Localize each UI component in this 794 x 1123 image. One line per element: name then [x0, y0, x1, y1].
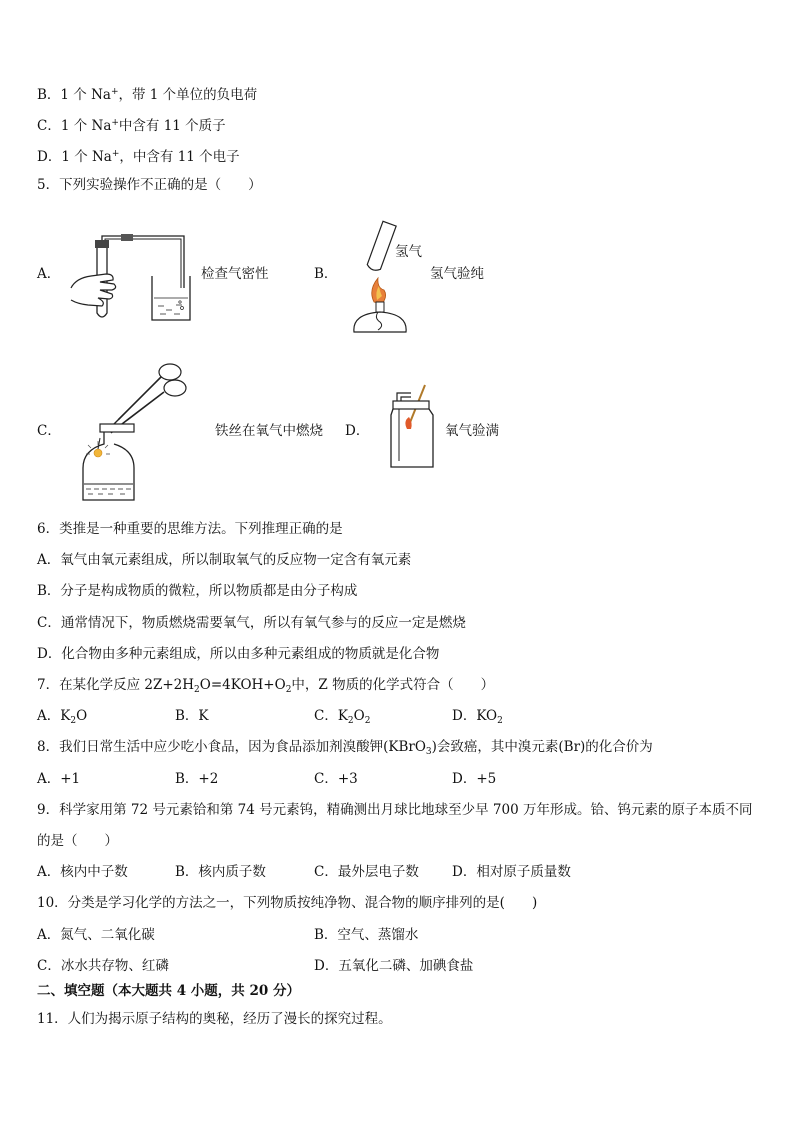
- q5-option-b-caption: 氢气验纯: [430, 266, 484, 282]
- q10-option-c: C．冰水共存物、红磷: [37, 958, 169, 974]
- q5-option-a-label: A．: [37, 266, 61, 282]
- q4-option-c: C．1 个 Na+中含有 11 个质子: [37, 118, 226, 134]
- q5-option-c-caption: 铁丝在氧气中燃烧: [215, 423, 323, 439]
- q9-option-c: C．最外层电子数: [314, 864, 419, 880]
- q9-option-d: D．相对原子质量数: [452, 864, 571, 880]
- q8-option-c: C．+3: [314, 771, 358, 787]
- q8-option-b: B．+2: [175, 771, 219, 787]
- q7-option-c: C．$K_2O_2$: [314, 708, 371, 726]
- q10-option-b: B．空气、蒸馏水: [314, 927, 419, 943]
- q9-option-b: B．核内质子数: [175, 864, 266, 880]
- q6-option-c: C．通常情况下，物质燃烧需要氧气，所以有氧气参与的反应一定是燃烧: [37, 615, 466, 631]
- oxygen-full-test-figure: [383, 381, 443, 471]
- q11-stem: 11．人们为揭示原子结构的奥秘，经历了漫长的探究过程。: [37, 1011, 392, 1027]
- q10-option-d: D．五氧化二磷、加碘食盐: [314, 958, 474, 974]
- q10-stem: 10．分类是学习化学的方法之一，下列物质按纯净物、混合物的顺序排列的是( ): [37, 895, 538, 911]
- q6-option-b: B．分子是构成物质的微粒，所以物质都是由分子构成: [37, 583, 358, 599]
- q4-option-d: D．1 个 Na+，中含有 11 个电子: [37, 149, 240, 165]
- q8-stem: 8．我们日常生活中应少吃小食品，因为食品添加剂溴酸钾(KBrO$_3$)会致癌，其中溴元素(Br)的化合价为: [37, 739, 653, 757]
- q8-option-a: A．+1: [37, 771, 81, 787]
- hydrogen-purity-test-figure: [340, 220, 420, 335]
- q5-stem: 5．下列实验操作不正确的是（ ）: [37, 177, 262, 193]
- q7-option-a: A．$K_2O$: [37, 708, 88, 726]
- q8-option-d: D．+5: [452, 771, 497, 787]
- q5-option-c-label: C．: [37, 423, 61, 439]
- q7-option-b: B．K: [175, 708, 209, 724]
- iron-wire-combustion-figure: [78, 358, 193, 503]
- q5-option-d-caption: 氧气验满: [445, 423, 499, 439]
- q5-option-d-label: D．: [345, 423, 370, 439]
- q4-option-b: B．1 个 Na+，带 1 个单位的负电荷: [37, 87, 258, 103]
- q10-option-a: A．氮气、二氧化碳: [37, 927, 155, 943]
- q6-option-d: D．化合物由多种元素组成，所以由多种元素组成的物质就是化合物: [37, 646, 440, 662]
- q6-stem: 6．类推是一种重要的思维方法。下列推理正确的是: [37, 521, 343, 537]
- q6-option-a: A．氧气由氧元素组成，所以制取氧气的反应物一定含有氧元素: [37, 552, 412, 568]
- q9-stem-line1: 9．科学家用第 72 号元素铪和第 74 号元素钨，精确测出月球比地球至少早 700 万年形成。铪、钨元素的原子本质不同: [37, 802, 753, 818]
- q7-option-d: D．$KO_2$: [452, 708, 503, 726]
- q7-stem: 7．在某化学反应 $2Z+2H_2O=4KOH+O_2$中，Z 物质的化学式符合（ ）: [37, 677, 495, 695]
- q9-stem-line2: 的是（ ）: [37, 833, 118, 849]
- q5-option-a-caption: 检查气密性: [201, 266, 269, 282]
- section-heading: 二、填空题（本大题共 4 小题，共 20 分）: [37, 983, 300, 999]
- q9-option-a: A．核内中子数: [37, 864, 128, 880]
- airtightness-check-figure: [66, 228, 196, 328]
- q5-option-b-label: B．: [314, 266, 338, 282]
- q5-option-b-gas-label: 氢气: [395, 244, 422, 260]
